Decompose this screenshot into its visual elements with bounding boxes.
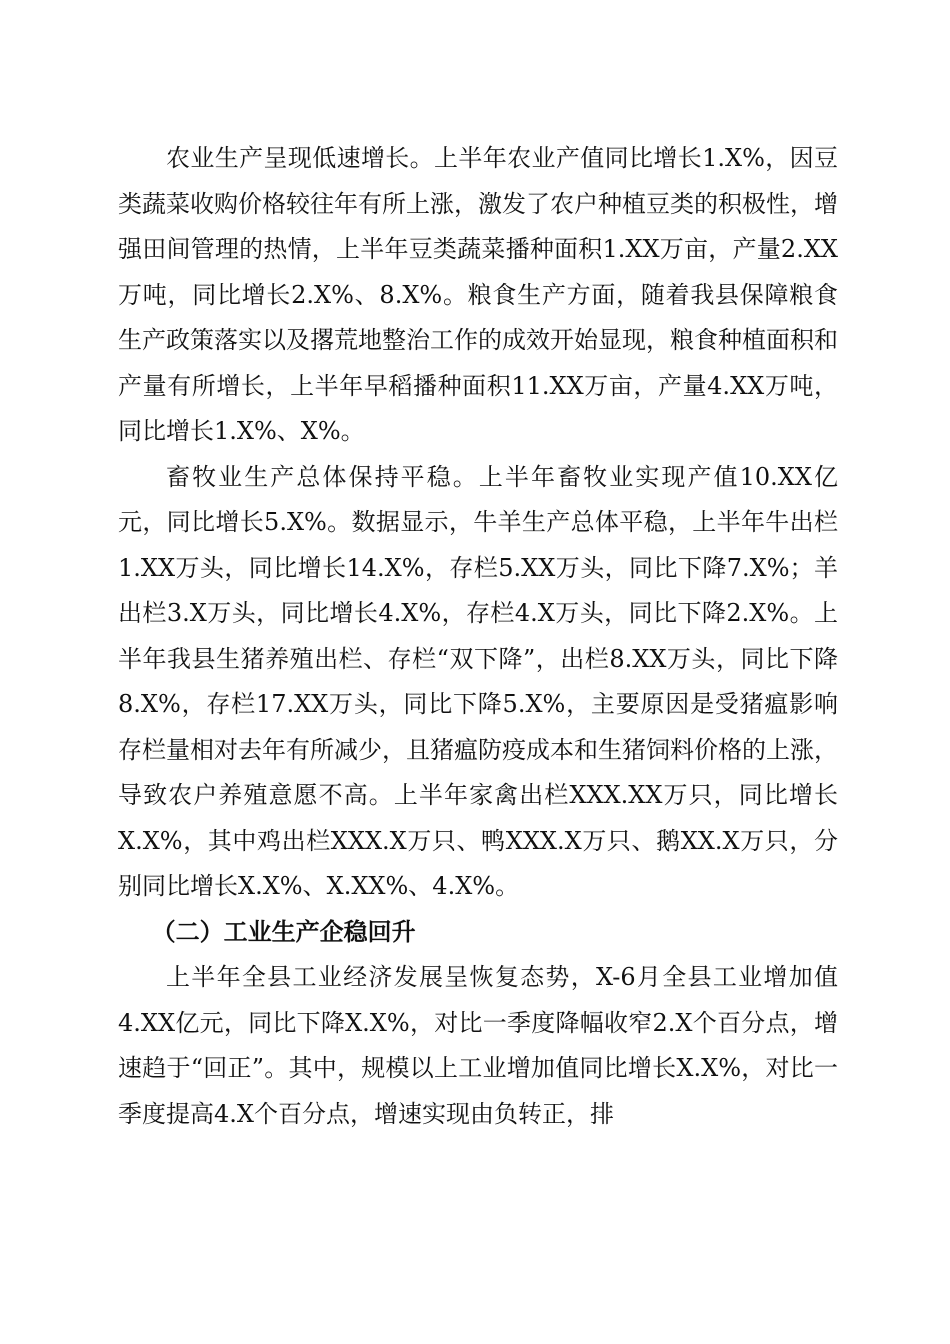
- industry-paragraph: 上半年全县工业经济发展呈恢复态势，X-6月全县工业增加值4.XX亿元，同比下降X.X%，对比一季度降幅收窄2.X个百分点，增速趋于“回正”。其中，规模以上工业增加值同比增长X.X%，对比一季度提高4.X个百分点，增速实现由负转正，排: [118, 963, 838, 1128]
- agriculture-paragraph: 农业生产呈现低速增长。上半年农业产值同比增长1.X%，因豆类蔬菜收购价格较往年有所上涨，激发了农户种植豆类的积极性，增强田间管理的热情，上半年豆类蔬菜播种面积1.XX万亩，产量2.XX万吨，同比增长2.X%、8.X%。粮食生产方面，随着我县保障粮食生产政策落实以及撂荒地整治工作的成效开始显现，粮食种植面积和产量有所增长，上半年早稻播种面积11.XX万亩，产量4.XX万吨，同比增长1.X%、X%。: [118, 144, 838, 445]
- section-heading: （二）工业生产企稳回升: [151, 917, 416, 946]
- document-body: [118, 136, 838, 1137]
- livestock-paragraph: 畜牧业生产总体保持平稳。上半年畜牧业实现产值10.XX亿元，同比增长5.X%。数据显示，牛羊生产总体平稳，上半年牛出栏1.XX万头，同比增长14.X%，存栏5.XX万头，同比下降7.X%；羊出栏3.X万头，同比增长4.X%，存栏4.X万头，同比下降2.X%。上半年我县生猪养殖出栏、存栏“双下降”，出栏8.XX万头，同比下降8.X%，存栏17.XX万头，同比下降5.X%，主要原因是受猪瘟影响存栏量相对去年有所减少，且猪瘟防疫成本和生猪饲料价格的上涨，导致农户养殖意愿不高。上半年家禽出栏XXX.XX万只，同比增长X.X%，其中鸡出栏XXX.X万只、鸭XXX.X万只、鹅XX.X万只，分别同比增长X.X%、X.XX%、4.X%。: [118, 462, 838, 900]
